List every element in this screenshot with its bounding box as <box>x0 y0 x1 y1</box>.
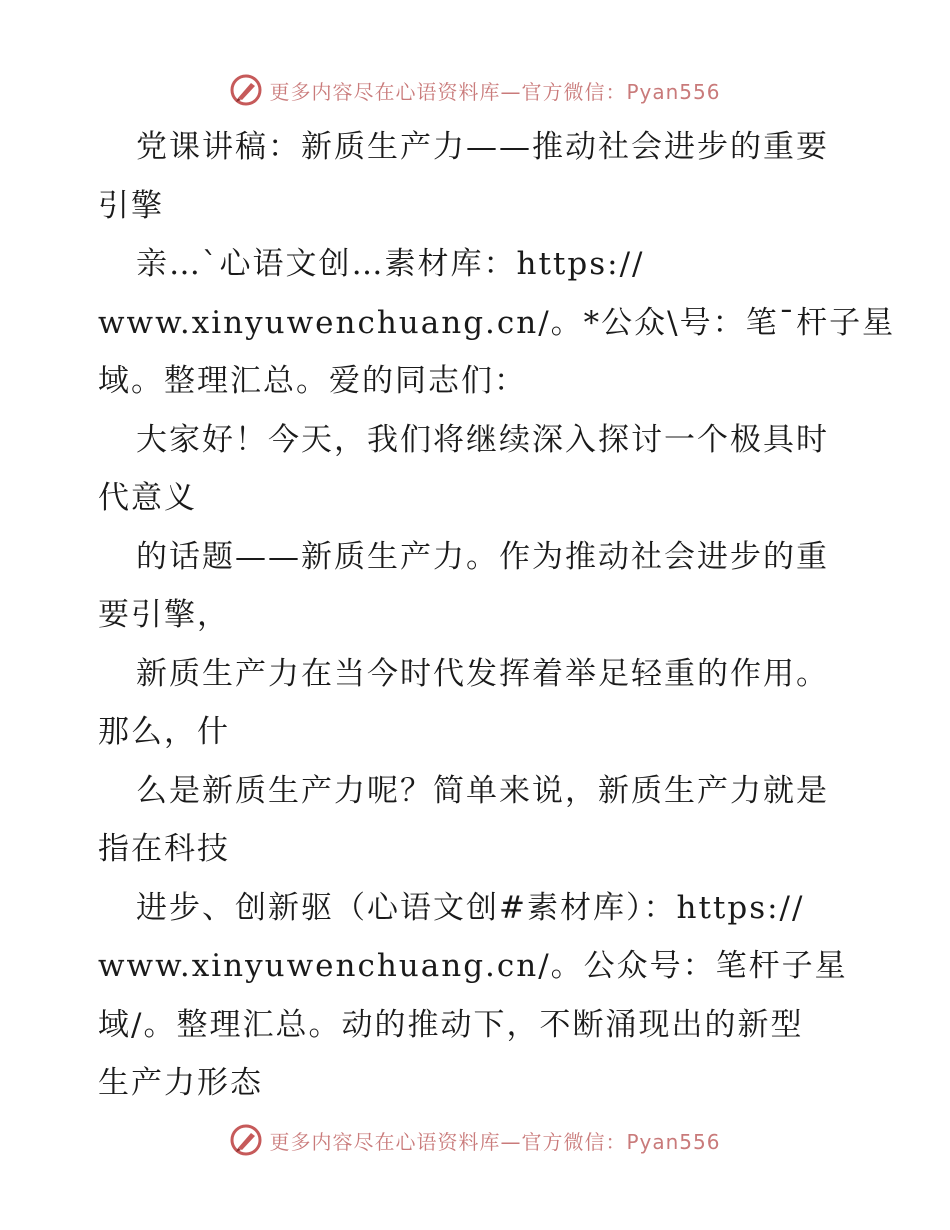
pen-logo-icon <box>229 73 263 107</box>
text-line: 党课讲稿：新质生产力——推动社会进步的重要 <box>136 129 829 165</box>
text-line: 那么，什 <box>98 714 230 750</box>
pen-logo-icon <box>229 1123 263 1157</box>
document-body <box>98 118 896 1113</box>
text-line: 大家好！今天，我们将继续深入探讨一个极具时 <box>136 421 829 458</box>
watermark-text: 更多内容尽在心语资料库—官方微信：Pyan556 <box>269 1129 721 1154</box>
text-line: 的话题——新质生产力。作为推动社会进步的重 <box>136 538 829 575</box>
text-line: 指在科技 <box>98 831 230 867</box>
text-line: 进步、创新驱（心语文创#素材库）：https:// <box>136 889 805 926</box>
text-line: 亲…`心语文创…素材库：https:// <box>136 246 645 282</box>
text-line: 新质生产力在当今时代发挥着举足轻重的作用。 <box>136 655 829 692</box>
text-line: 要引擎， <box>98 597 230 633</box>
watermark-text: 更多内容尽在心语资料库—官方微信：Pyan556 <box>269 79 721 104</box>
text-line: 域/。整理汇总。动的推动下，不断涌现出的新型 <box>98 1006 804 1043</box>
text-line: www.xinyuwenchuang.cn/。公众号：笔杆子星 <box>98 948 848 984</box>
text-line: 生产力形态 <box>98 1065 263 1101</box>
text-line: 域。整理汇总。爱的同志们： <box>98 363 527 399</box>
header-watermark <box>0 70 950 110</box>
text-line: www.xinyuwenchuang.cn/。*公众\号：笔¯杆子星 <box>98 304 896 341</box>
text-line: 引擎 <box>98 187 164 224</box>
text-line: 代意义 <box>98 480 197 516</box>
footer-watermark <box>0 1120 950 1160</box>
text-line: 么是新质生产力呢？简单来说，新质生产力就是 <box>136 772 829 809</box>
